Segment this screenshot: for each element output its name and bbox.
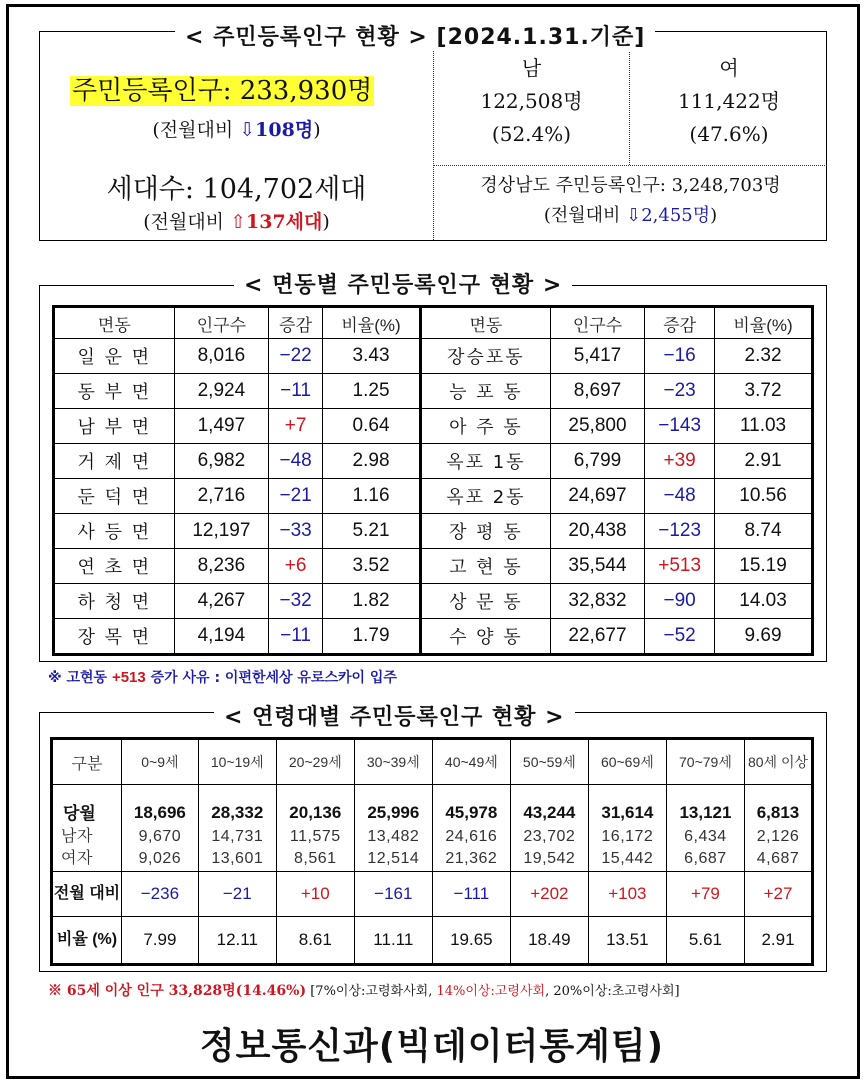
note-part: 14%이상:고령사회: [436, 984, 546, 999]
male-label: 남자: [61, 828, 93, 845]
col-header: 인구수: [174, 307, 268, 339]
population-cell: 32,832: [550, 584, 644, 619]
district-name: 상 문 동: [420, 584, 550, 619]
gender-cell: [354, 825, 432, 872]
ratio-cell: 1.16: [323, 479, 421, 514]
row-header: 구분: [52, 739, 122, 785]
table-row: [54, 549, 813, 584]
population-cell: 1,497: [174, 409, 268, 444]
ratio-cell: 19.65: [432, 917, 510, 965]
current-cell: 31,614: [588, 785, 666, 826]
age-table: [50, 737, 814, 966]
table-row: [54, 584, 813, 619]
summary-left: [40, 32, 433, 240]
table-row: [54, 479, 813, 514]
ratio-cell: 8.74: [715, 514, 813, 549]
female-stats: [631, 32, 827, 165]
table-row: [54, 409, 813, 444]
age-group-header: 20~29세: [276, 739, 354, 785]
change-cell: −236: [122, 872, 199, 917]
change-cell: −33: [269, 514, 323, 549]
table-row: [54, 374, 813, 409]
change-cell: +513: [645, 549, 715, 584]
ratio-cell: 2.98: [323, 444, 421, 479]
change-cell: +27: [745, 872, 813, 917]
ratio-cell: 18.49: [510, 917, 588, 965]
current-cell: 6,813: [745, 785, 813, 826]
table-row: [54, 619, 813, 655]
population-cell: 6,982: [174, 444, 268, 479]
male-value: 6,434: [684, 828, 727, 845]
district-name: 사 등 면: [54, 514, 175, 549]
ratio-cell: 11.11: [354, 917, 432, 965]
row-label: 당월: [52, 785, 122, 826]
change-cell: +39: [645, 444, 715, 479]
male-value: 13,482: [367, 828, 420, 845]
female-value: 13,601: [211, 850, 264, 867]
ratio-cell: 5.21: [323, 514, 421, 549]
male-value: 16,172: [601, 828, 654, 845]
district-name: 연 초 면: [54, 549, 175, 584]
age-title: < 연령대별 주민등록인구 현황 >: [214, 700, 575, 731]
district-name: 남 부 면: [54, 409, 175, 444]
change-cell: −11: [269, 374, 323, 409]
population-cell: 8,016: [174, 339, 268, 374]
ratio-cell: 15.19: [715, 549, 813, 584]
age-group-header: 40~49세: [432, 739, 510, 785]
population-cell: 4,267: [174, 584, 268, 619]
female-value: 6,687: [684, 850, 727, 867]
population-cell: 24,697: [550, 479, 644, 514]
district-name: 장 평 동: [420, 514, 550, 549]
district-name: 둔 덕 면: [54, 479, 175, 514]
ratio-cell: 3.72: [715, 374, 813, 409]
district-name: 장승포동: [420, 339, 550, 374]
district-note: [48, 667, 397, 687]
province-stats: [434, 165, 827, 240]
female-label: 여: [719, 56, 739, 80]
district-name: 수 양 동: [420, 619, 550, 655]
change-prefix: (전월대비: [143, 211, 231, 233]
age-group-header: 30~39세: [354, 739, 432, 785]
table-row: [54, 444, 813, 479]
ratio-cell: 11.03: [715, 409, 813, 444]
district-name: 고 현 동: [420, 549, 550, 584]
population-change: [40, 115, 433, 142]
col-header: 비율(%): [715, 307, 813, 339]
change-cell: +10: [276, 872, 354, 917]
ratio-cell: 3.52: [323, 549, 421, 584]
province-population: 경상남도 주민등록인구: 3,248,703명: [480, 175, 781, 196]
ratio-cell: 5.61: [666, 917, 744, 965]
gender-cell: [666, 825, 744, 872]
elderly-note: ※ 65세 이상 인구 33,828명(14.46%): [48, 983, 307, 999]
ratio-cell: 2.32: [715, 339, 813, 374]
current-cell: 20,136: [276, 785, 354, 826]
gender-cell: [122, 825, 199, 872]
gender-cell: [276, 825, 354, 872]
female-value: 12,514: [367, 850, 420, 867]
col-header: 인구수: [550, 307, 644, 339]
note-part: [7%이상:고령화사회,: [306, 984, 437, 999]
household-count: 세대수: 104,702세대: [106, 174, 367, 205]
ratio-cell: 8.61: [276, 917, 354, 965]
ratio-cell: 1.25: [323, 374, 421, 409]
table-row: [54, 339, 813, 374]
gender-cell: [588, 825, 666, 872]
ratio-cell: 7.99: [122, 917, 199, 965]
female-pct: (47.6%): [689, 122, 769, 146]
age-group-header: 0~9세: [122, 739, 199, 785]
province-change: [434, 201, 827, 231]
change-cell: −21: [269, 479, 323, 514]
female-value: 9,026: [138, 850, 182, 867]
gender-cell: [198, 825, 276, 872]
population-cell: 8,236: [174, 549, 268, 584]
note-part: , 20%이상:초고령사회]: [545, 984, 680, 999]
note-suffix: 증가 사유 : 이편한세상 유로스카이 입주: [145, 670, 397, 686]
female-value: 15,442: [601, 850, 654, 867]
ratio-cell: 14.03: [715, 584, 813, 619]
district-name: 아 주 동: [420, 409, 550, 444]
col-header: 비율(%): [323, 307, 421, 339]
current-cell: 18,696: [122, 785, 199, 826]
district-name: 동 부 면: [54, 374, 175, 409]
district-header-row: [54, 307, 813, 339]
population-cell: 12,197: [174, 514, 268, 549]
table-row: [52, 917, 813, 965]
ratio-cell: 1.82: [323, 584, 421, 619]
change-cell: −161: [354, 872, 432, 917]
male-value: 9,670: [138, 828, 182, 845]
table-row: [52, 825, 813, 872]
change-cell: −90: [645, 584, 715, 619]
col-header: 면동: [54, 307, 175, 339]
ratio-cell: 9.69: [715, 619, 813, 655]
change-cell: −48: [269, 444, 323, 479]
change-suffix: ): [710, 205, 718, 226]
ratio-cell: 2.91: [715, 444, 813, 479]
population-cell: 20,438: [550, 514, 644, 549]
total-population-highlight: 주민등록인구: 233,930명: [72, 76, 373, 106]
age-group-header: 60~69세: [588, 739, 666, 785]
female-count: 111,422명: [677, 89, 781, 113]
district-name: 능 포 동: [420, 374, 550, 409]
district-title: < 면동별 주민등록인구 현황 >: [234, 268, 572, 299]
change-cell: −111: [432, 872, 510, 917]
age-group-header: 80세 이상: [745, 739, 813, 785]
male-value: 14,731: [211, 828, 264, 845]
change-cell: +103: [588, 872, 666, 917]
female-value: 19,542: [523, 850, 576, 867]
change-cell: −48: [645, 479, 715, 514]
age-group-header: 70~79세: [666, 739, 744, 785]
province-change-value: ⇩2,455명: [626, 205, 711, 226]
population-cell: 2,924: [174, 374, 268, 409]
change-cell: +6: [269, 549, 323, 584]
male-value: 11,575: [289, 828, 341, 845]
col-header: 면동: [420, 307, 550, 339]
current-cell: 43,244: [510, 785, 588, 826]
female-value: 21,362: [445, 850, 498, 867]
col-header: 증감: [269, 307, 323, 339]
district-name: 옥포 1동: [420, 444, 550, 479]
district-name: 일 운 면: [54, 339, 175, 374]
table-row: [52, 785, 813, 826]
current-cell: 28,332: [198, 785, 276, 826]
row-label: [52, 825, 122, 872]
male-stats: [434, 32, 630, 165]
age-note: [48, 980, 680, 1000]
district-name: 하 청 면: [54, 584, 175, 619]
population-cell: 5,417: [550, 339, 644, 374]
table-row: [52, 872, 813, 917]
summary-right: [433, 32, 827, 240]
ratio-cell: 0.64: [323, 409, 421, 444]
population-change-value: ⇩108명: [239, 119, 314, 141]
male-pct: (52.4%): [491, 122, 572, 146]
female-value: 8,561: [294, 850, 337, 867]
male-label: 남: [521, 56, 542, 80]
age-group-header: 50~59세: [510, 739, 588, 785]
change-cell: −16: [645, 339, 715, 374]
ratio-cell: 1.79: [323, 619, 421, 655]
change-cell: −11: [269, 619, 323, 655]
current-cell: 25,996: [354, 785, 432, 826]
population-cell: 35,544: [550, 549, 644, 584]
household-change: [40, 207, 433, 234]
change-cell: +79: [666, 872, 744, 917]
male-count: 122,508명: [480, 89, 583, 113]
change-cell: −123: [645, 514, 715, 549]
row-label: 전월 대비: [52, 872, 122, 917]
male-value: 24,616: [445, 828, 498, 845]
ratio-cell: 13.51: [588, 917, 666, 965]
change-prefix: (전월대비: [152, 119, 240, 141]
change-cell: +7: [269, 409, 323, 444]
district-name: 옥포 2동: [420, 479, 550, 514]
footer-department: 정보통신과(빅데이터통계팀): [199, 1026, 665, 1067]
household-change-value: ⇧137세대: [230, 211, 323, 233]
change-cell: +202: [510, 872, 588, 917]
current-cell: 13,121: [666, 785, 744, 826]
female-value: 4,687: [756, 850, 800, 867]
change-cell: −32: [269, 584, 323, 619]
col-header: 증감: [645, 307, 715, 339]
change-cell: −21: [198, 872, 276, 917]
change-cell: −52: [645, 619, 715, 655]
gender-cell: [510, 825, 588, 872]
change-cell: −22: [269, 339, 323, 374]
district-name: 거 제 면: [54, 444, 175, 479]
current-cell: 45,978: [432, 785, 510, 826]
male-value: 2,126: [756, 828, 800, 845]
change-cell: −23: [645, 374, 715, 409]
note-prefix: ※ 고현동: [48, 670, 112, 686]
gender-cell: [745, 825, 813, 872]
population-cell: 4,194: [174, 619, 268, 655]
population-cell: 8,697: [550, 374, 644, 409]
row-label: 비율 (%): [52, 917, 122, 965]
district-name: 장 목 면: [54, 619, 175, 655]
table-row: [54, 514, 813, 549]
change-cell: −143: [645, 409, 715, 444]
ratio-cell: 10.56: [715, 479, 813, 514]
district-table: [52, 305, 814, 656]
ratio-cell: 2.91: [745, 917, 813, 965]
ratio-cell: 3.43: [323, 339, 421, 374]
population-cell: 6,799: [550, 444, 644, 479]
population-cell: 2,716: [174, 479, 268, 514]
change-suffix: ): [313, 119, 321, 141]
population-cell: 25,800: [550, 409, 644, 444]
summary-box: [39, 31, 827, 241]
population-cell: 22,677: [550, 619, 644, 655]
change-suffix: ): [322, 211, 330, 233]
age-header-row: [52, 739, 813, 785]
total-population: [70, 70, 374, 107]
ratio-cell: 12.11: [198, 917, 276, 965]
age-group-header: 10~19세: [198, 739, 276, 785]
summary-title: < 주민등록인구 현황 > [2024.1.31.기준]: [175, 20, 655, 51]
change-prefix: (전월대비: [543, 205, 627, 226]
female-label: 여자: [61, 850, 93, 867]
male-value: 23,702: [523, 828, 576, 845]
gender-cell: [432, 825, 510, 872]
note-value: +513: [111, 669, 146, 686]
